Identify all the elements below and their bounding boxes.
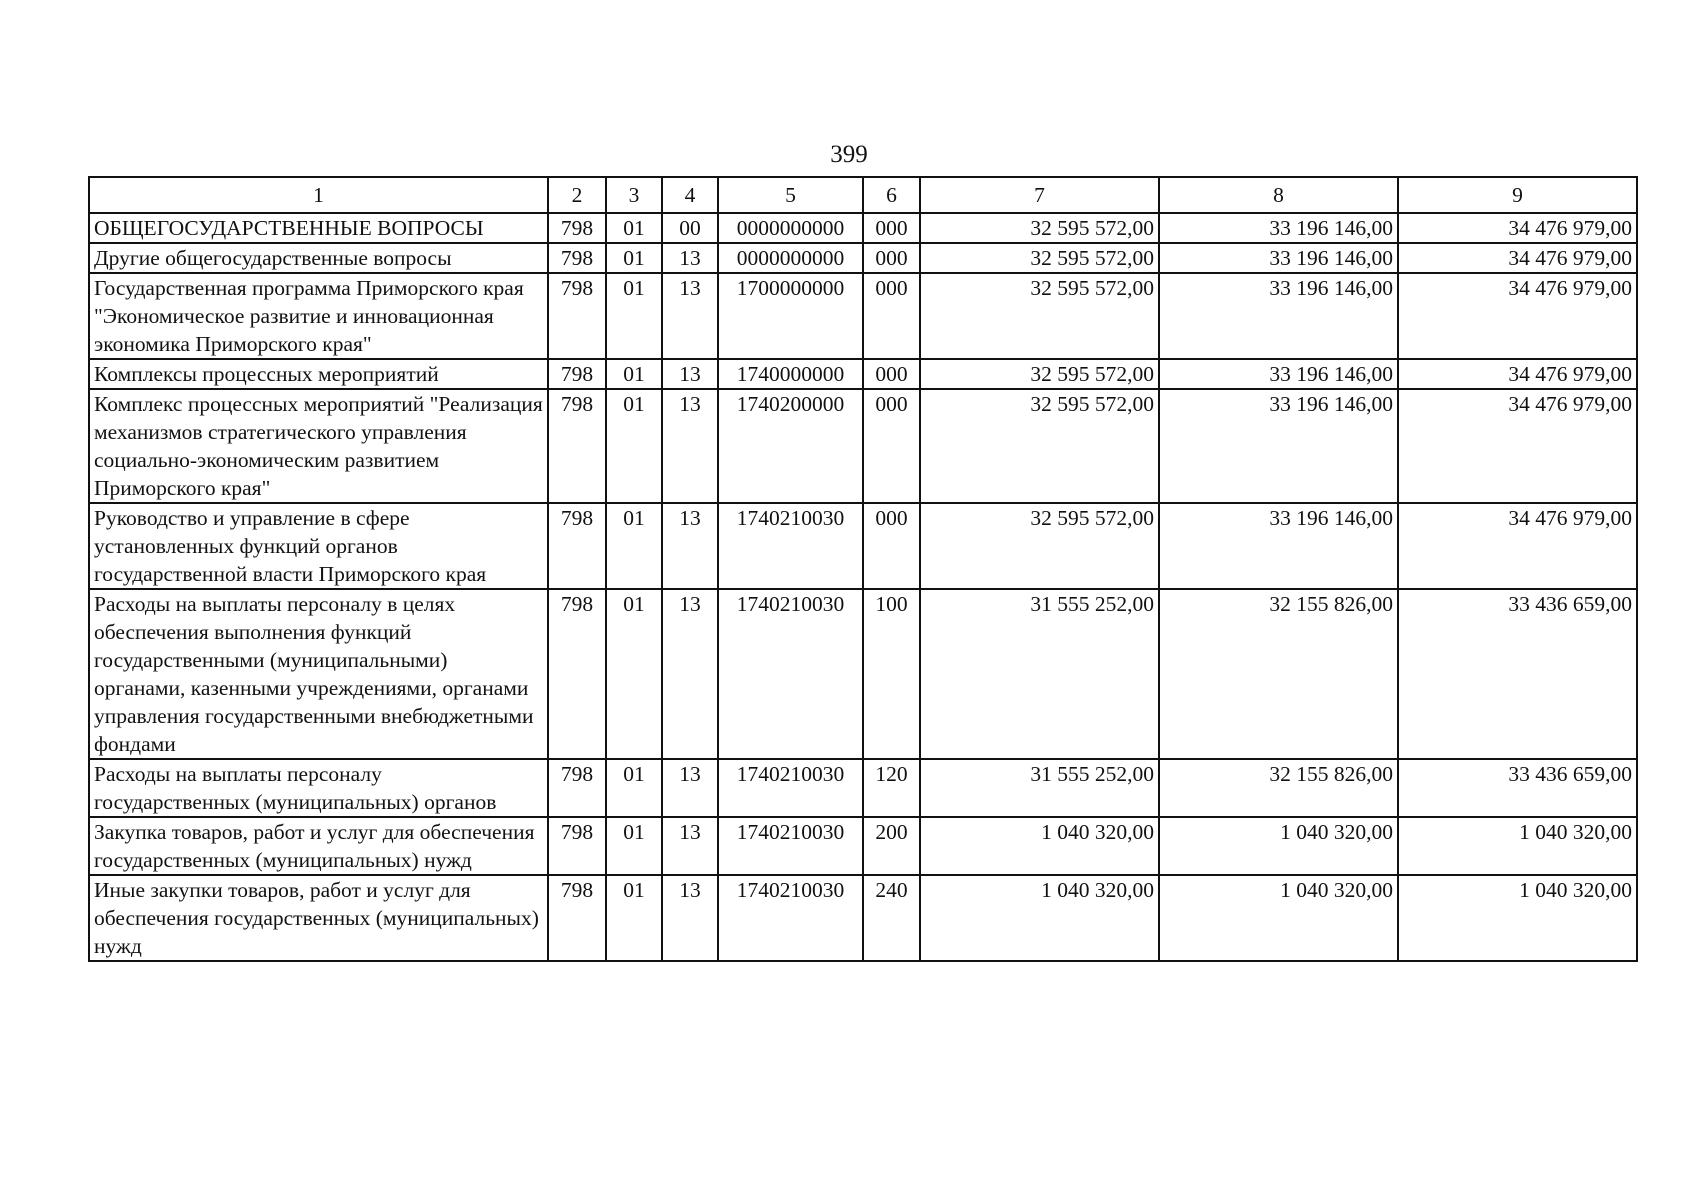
row-amount-9: 34 476 979,00 — [1398, 273, 1637, 359]
row-name: Государственная программа Приморского края "Экономическое развитие и инновационная экономика Приморского края" — [89, 273, 548, 359]
row-name: Другие общегосударственные вопросы — [89, 243, 548, 273]
row-col-3: 01 — [606, 213, 662, 243]
row-col-6: 120 — [863, 759, 920, 817]
row-amount-7: 31 555 252,00 — [920, 589, 1159, 759]
row-name: Комплексы процессных мероприятий — [89, 359, 548, 389]
row-col-4: 13 — [662, 503, 718, 589]
row-col-6: 100 — [863, 589, 920, 759]
row-amount-8: 33 196 146,00 — [1159, 243, 1398, 273]
table-row — [89, 359, 1637, 389]
table-row — [89, 759, 1637, 817]
row-name: Руководство и управление в сфере установленных функций органов государственной власти Приморского края — [89, 503, 548, 589]
table-row — [89, 875, 1637, 961]
row-col-5: 1740200000 — [718, 389, 863, 503]
row-amount-7: 32 595 572,00 — [920, 359, 1159, 389]
row-col-3: 01 — [606, 273, 662, 359]
header-cell-4: 4 — [662, 177, 718, 213]
row-amount-9: 33 436 659,00 — [1398, 589, 1637, 759]
row-amount-9: 1 040 320,00 — [1398, 817, 1637, 875]
row-amount-9: 34 476 979,00 — [1398, 359, 1637, 389]
header-cell-9: 9 — [1398, 177, 1637, 213]
row-col-2: 798 — [548, 243, 606, 273]
row-name: Расходы на выплаты персоналу в целях обеспечения выполнения функций государственными (муниципальными) органами, казенными учреждениями, органами управления государственными внебюджетными фондами — [89, 589, 548, 759]
row-col-5: 1700000000 — [718, 273, 863, 359]
row-name: Иные закупки товаров, работ и услуг для обеспечения государственных (муниципальных) нужд — [89, 875, 548, 961]
header-cell-6: 6 — [863, 177, 920, 213]
budget-table — [88, 176, 1638, 962]
row-col-3: 01 — [606, 759, 662, 817]
row-col-3: 01 — [606, 817, 662, 875]
row-amount-9: 1 040 320,00 — [1398, 875, 1637, 961]
row-col-3: 01 — [606, 589, 662, 759]
row-col-6: 000 — [863, 503, 920, 589]
row-col-6: 000 — [863, 243, 920, 273]
table-row — [89, 817, 1637, 875]
row-col-4: 13 — [662, 389, 718, 503]
row-col-4: 13 — [662, 759, 718, 817]
row-col-4: 00 — [662, 213, 718, 243]
row-col-5: 0000000000 — [718, 213, 863, 243]
row-amount-8: 33 196 146,00 — [1159, 213, 1398, 243]
row-amount-7: 1 040 320,00 — [920, 875, 1159, 961]
table-row — [89, 503, 1637, 589]
row-col-2: 798 — [548, 589, 606, 759]
row-amount-7: 1 040 320,00 — [920, 817, 1159, 875]
header-cell-2: 2 — [548, 177, 606, 213]
row-amount-8: 33 196 146,00 — [1159, 359, 1398, 389]
table-row — [89, 273, 1637, 359]
row-col-3: 01 — [606, 389, 662, 503]
row-col-5: 0000000000 — [718, 243, 863, 273]
row-amount-8: 32 155 826,00 — [1159, 759, 1398, 817]
row-amount-7: 31 555 252,00 — [920, 759, 1159, 817]
row-col-6: 200 — [863, 817, 920, 875]
row-col-4: 13 — [662, 359, 718, 389]
table-row — [89, 589, 1637, 759]
row-col-4: 13 — [662, 243, 718, 273]
row-col-3: 01 — [606, 359, 662, 389]
row-col-5: 1740000000 — [718, 359, 863, 389]
table-row — [89, 213, 1637, 243]
row-name: ОБЩЕГОСУДАРСТВЕННЫЕ ВОПРОСЫ — [89, 213, 548, 243]
table-row — [89, 243, 1637, 273]
row-col-5: 1740210030 — [718, 875, 863, 961]
row-col-2: 798 — [548, 759, 606, 817]
row-col-3: 01 — [606, 243, 662, 273]
row-col-3: 01 — [606, 503, 662, 589]
row-amount-7: 32 595 572,00 — [920, 389, 1159, 503]
row-col-6: 000 — [863, 273, 920, 359]
header-cell-3: 3 — [606, 177, 662, 213]
header-cell-1: 1 — [89, 177, 548, 213]
row-amount-8: 1 040 320,00 — [1159, 875, 1398, 961]
row-amount-7: 32 595 572,00 — [920, 273, 1159, 359]
row-amount-8: 33 196 146,00 — [1159, 503, 1398, 589]
row-col-6: 000 — [863, 213, 920, 243]
row-col-6: 000 — [863, 359, 920, 389]
row-col-5: 1740210030 — [718, 759, 863, 817]
row-col-6: 000 — [863, 389, 920, 503]
row-col-2: 798 — [548, 875, 606, 961]
header-cell-7: 7 — [920, 177, 1159, 213]
row-amount-7: 32 595 572,00 — [920, 243, 1159, 273]
row-name: Комплекс процессных мероприятий "Реализация механизмов стратегического управления социально-экономическим развитием Приморского края" — [89, 389, 548, 503]
row-col-4: 13 — [662, 875, 718, 961]
row-name: Расходы на выплаты персоналу государственных (муниципальных) органов — [89, 759, 548, 817]
header-row — [89, 177, 1637, 213]
row-col-2: 798 — [548, 503, 606, 589]
row-col-5: 1740210030 — [718, 589, 863, 759]
row-amount-8: 32 155 826,00 — [1159, 589, 1398, 759]
row-amount-8: 33 196 146,00 — [1159, 389, 1398, 503]
row-amount-9: 34 476 979,00 — [1398, 243, 1637, 273]
row-col-4: 13 — [662, 817, 718, 875]
row-col-2: 798 — [548, 359, 606, 389]
row-col-5: 1740210030 — [718, 817, 863, 875]
row-amount-9: 34 476 979,00 — [1398, 213, 1637, 243]
row-name: Закупка товаров, работ и услуг для обеспечения государственных (муниципальных) нужд — [89, 817, 548, 875]
row-col-4: 13 — [662, 589, 718, 759]
row-amount-9: 34 476 979,00 — [1398, 389, 1637, 503]
row-col-2: 798 — [548, 389, 606, 503]
row-amount-7: 32 595 572,00 — [920, 503, 1159, 589]
header-cell-5: 5 — [718, 177, 863, 213]
table-row — [89, 389, 1637, 503]
row-amount-7: 32 595 572,00 — [920, 213, 1159, 243]
row-amount-9: 33 436 659,00 — [1398, 759, 1637, 817]
row-col-2: 798 — [548, 213, 606, 243]
row-col-6: 240 — [863, 875, 920, 961]
row-amount-9: 34 476 979,00 — [1398, 503, 1637, 589]
header-cell-8: 8 — [1159, 177, 1398, 213]
row-col-2: 798 — [548, 817, 606, 875]
row-col-4: 13 — [662, 273, 718, 359]
row-col-3: 01 — [606, 875, 662, 961]
row-amount-8: 1 040 320,00 — [1159, 817, 1398, 875]
page-number: 399 — [830, 141, 868, 168]
row-amount-8: 33 196 146,00 — [1159, 273, 1398, 359]
row-col-5: 1740210030 — [718, 503, 863, 589]
row-col-2: 798 — [548, 273, 606, 359]
